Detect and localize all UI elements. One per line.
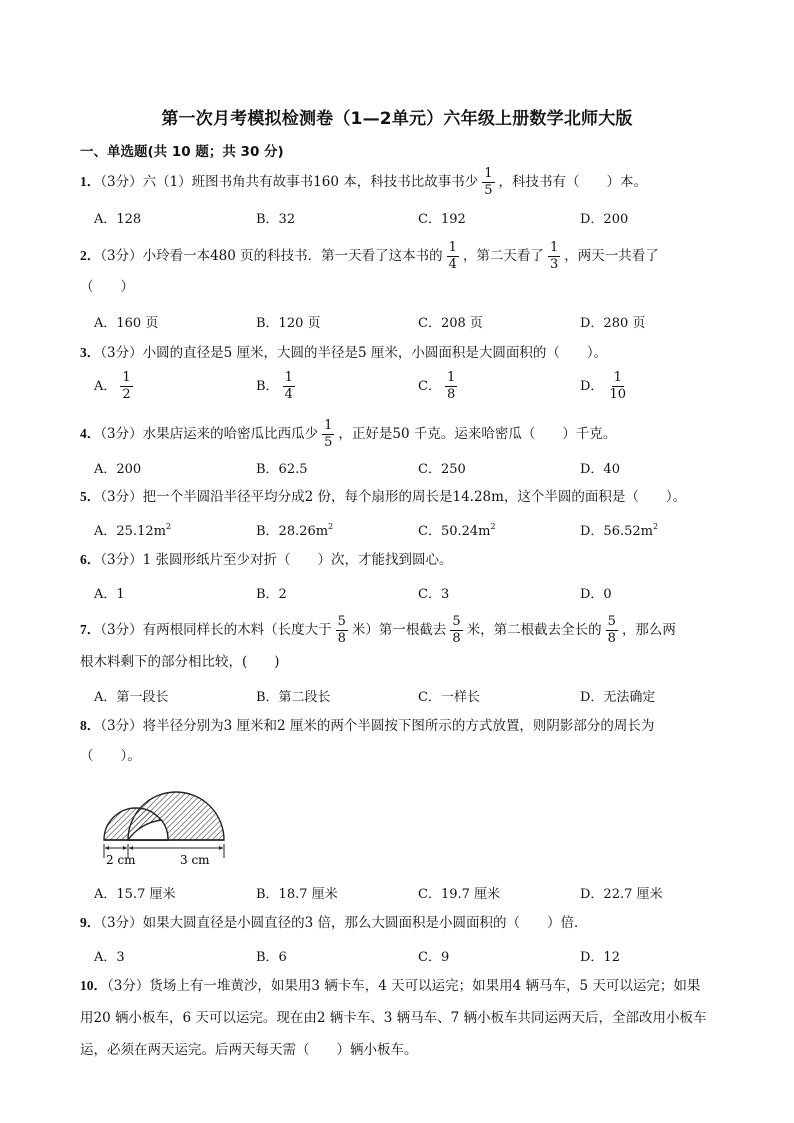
question-score: （3分）	[100, 345, 143, 361]
question-score: （3分）	[100, 489, 143, 505]
question-score: （3分）	[100, 552, 143, 568]
question-7	[80, 614, 676, 647]
option-d[interactable]: D．0	[580, 587, 612, 602]
option-a[interactable]: A．$25.12m^2$	[94, 522, 172, 539]
fraction: $\frac{1}{3}$	[549, 240, 559, 272]
option-b[interactable]: B．18.7 厘米	[256, 887, 338, 902]
question-score: （3分）	[100, 248, 143, 264]
question-text: 有两根同样长的木料（长度大于	[142, 622, 332, 638]
option-d[interactable]: D．12	[580, 950, 620, 965]
question-number: 5．	[80, 489, 101, 504]
question-number: 10．	[80, 978, 107, 993]
question-number: 9．	[80, 915, 101, 930]
question-text-continued: 根木料剩下的部分相比较，( )	[80, 654, 280, 670]
question-text: ，第二天看了	[462, 248, 544, 264]
question-text: 六（1）班图书角共有故事书160 本，科技书比故事书少	[142, 174, 479, 190]
option-c[interactable]: C．208 页	[418, 316, 483, 331]
question-text: 货场上有一堆黄沙，如果用3 辆卡车，4 天可以运完；如果用4 辆马车，5 天可以运完；如果	[149, 978, 701, 994]
option-c[interactable]: C．19.7 厘米	[418, 887, 501, 902]
option-a[interactable]: A．200	[94, 462, 142, 477]
option-a[interactable]: A．160 页	[94, 316, 159, 331]
question-number: 1．	[80, 174, 101, 189]
question-text: 米，第二根截去全长的	[466, 622, 602, 638]
fraction: $\frac{1}{4}$	[448, 240, 457, 272]
question-4	[80, 418, 616, 451]
question-1	[80, 166, 647, 199]
question-text-continued: 运，必须在两天运完。后两天每天需（ ）辆小板车。	[80, 1042, 418, 1058]
figure-label-3cm: 3 cm	[180, 853, 210, 867]
question-number: 4．	[80, 426, 101, 441]
option-b[interactable]: B．32	[256, 212, 296, 227]
question-6	[80, 550, 452, 570]
option-d[interactable]: D．200	[580, 212, 629, 227]
option-c[interactable]: C．9	[418, 950, 450, 965]
option-d[interactable]: D．$56.52m^2$	[580, 522, 659, 539]
option-c[interactable]: C． $\frac{1}{8}$	[418, 370, 456, 402]
question-number: 2．	[80, 248, 101, 263]
fraction: $\frac{1}{5}$	[484, 166, 493, 198]
option-c[interactable]: C．250	[418, 462, 466, 477]
question-text: 1 张圆形纸片至少对折（ ）次，才能找到圆心。	[142, 552, 453, 568]
fraction: $\frac{1}{10}$	[609, 370, 626, 402]
fraction: $\frac{1}{2}$	[122, 370, 131, 402]
question-number: 3．	[80, 345, 101, 360]
option-a[interactable]: A．第一段长	[94, 690, 169, 705]
option-b[interactable]: B． $\frac{1}{4}$	[256, 370, 293, 402]
question-text: 小圆的直径是5 厘米，大圆的半径是5 厘米，小圆面积是大圆面积的（ ）。	[142, 345, 608, 361]
option-c[interactable]: C．$50.24m^2$	[418, 522, 496, 539]
option-b[interactable]: B．2	[256, 587, 287, 602]
question-text: 把一个半圆沿半径平均分成2 份，每个扇形的周长是14.28m，这个半圆的面积是（ ）。	[142, 489, 687, 505]
option-b[interactable]: B．第二段长	[256, 690, 331, 705]
option-d[interactable]: D． $\frac{1}{10}$	[580, 370, 626, 402]
option-c[interactable]: C．192	[418, 212, 466, 227]
option-a[interactable]: A．128	[94, 212, 142, 227]
option-d[interactable]: D．无法确定	[580, 690, 656, 705]
option-b[interactable]: B．6	[256, 950, 287, 965]
fraction: $\frac{1}{5}$	[324, 418, 333, 450]
option-d[interactable]: D．280 页	[580, 316, 646, 331]
answer-blank: （ ）。	[80, 748, 141, 764]
option-b[interactable]: B．62.5	[256, 462, 308, 477]
option-a[interactable]: A．3	[94, 950, 125, 965]
question-text: ，两天一共看了	[564, 248, 659, 264]
question-text: 将半径分别为3 厘米和2 厘米的两个半圆按下图所示的方式放置，则阴影部分的周长为	[142, 718, 655, 734]
semicircles-figure	[100, 782, 230, 868]
option-a[interactable]: A． $\frac{1}{2}$	[94, 370, 131, 402]
question-score: （3分）	[100, 718, 143, 734]
question-text: 如果大圆直径是小圆直径的3 倍，那么大圆面积是小圆面积的（ ）倍．	[142, 915, 588, 931]
question-10	[80, 976, 700, 996]
question-text: ，科技书有（ ）本。	[498, 174, 648, 190]
option-c[interactable]: C．3	[418, 587, 450, 602]
question-8	[80, 716, 654, 736]
fraction: $\frac{5}{8}$	[607, 614, 616, 646]
fraction: $\frac{1}{8}$	[446, 370, 456, 402]
fraction: $\frac{5}{8}$	[337, 614, 346, 646]
question-number: 7．	[80, 622, 101, 637]
option-d[interactable]: D．40	[580, 462, 620, 477]
option-b[interactable]: B．120 页	[256, 316, 321, 331]
option-c[interactable]: C．一样长	[418, 690, 480, 705]
question-text: ，正好是50 千克。运来哈密瓜（ ）千克。	[338, 426, 617, 442]
option-b[interactable]: B．$28.26m^2$	[256, 522, 334, 539]
question-score: （3分）	[107, 978, 150, 994]
question-5	[80, 487, 686, 507]
question-text: 水果店运来的哈密瓜比西瓜少	[142, 426, 319, 442]
question-2	[80, 240, 659, 273]
question-score: （3分）	[100, 915, 143, 931]
page-title: 第一次月考模拟检测卷（1—2单元）六年级上册数学北师大版	[161, 109, 633, 129]
question-text: ，那么两	[621, 622, 676, 638]
question-text: 小玲看一本480 页的科技书．第一天看了这本书的	[142, 248, 443, 264]
question-number: 6．	[80, 552, 101, 567]
question-number: 8．	[80, 718, 101, 733]
question-score: （3分）	[100, 174, 143, 190]
option-d[interactable]: D．22.7 厘米	[580, 887, 663, 902]
figure-label-2cm: 2 cm	[106, 853, 136, 867]
answer-blank: （ ）	[80, 279, 134, 295]
option-a[interactable]: A．15.7 厘米	[94, 887, 176, 902]
question-score: （3分）	[100, 426, 143, 442]
option-a[interactable]: A．1	[94, 587, 125, 602]
fraction: $\frac{5}{8}$	[452, 614, 461, 646]
fraction: $\frac{1}{4}$	[284, 370, 293, 402]
section-heading: 一、单选题(共 10 题；共 30 分)	[80, 144, 284, 160]
question-text: 米）第一根截去	[351, 622, 447, 638]
question-text-continued: 用20 辆小板车，6 天可以运完。现在由2 辆卡车、3 辆马车、7 辆小板车共同运两天后，全部改用小板车	[80, 1010, 707, 1026]
question-3	[80, 343, 607, 363]
question-score: （3分）	[100, 622, 143, 638]
question-9	[80, 913, 587, 933]
